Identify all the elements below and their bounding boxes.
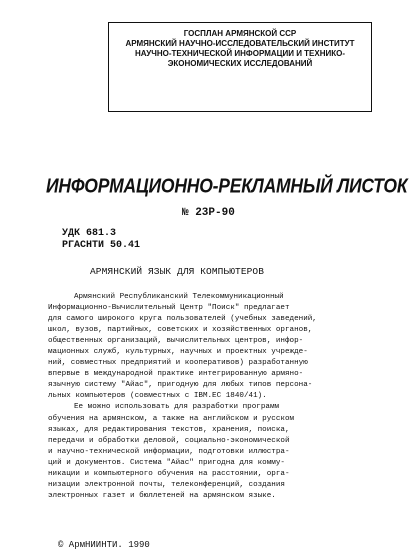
text-line: обучения на армянском, а также на английском и русском <box>48 414 295 423</box>
header-box <box>108 22 372 112</box>
text-line: Ее можно использовать для разработки программ <box>74 403 280 412</box>
text-line: и научно-технической информации, подготовки иллюстра- <box>48 447 290 456</box>
text-line: язычную систему "Айас", пригодную для любых типов персона- <box>48 381 313 390</box>
article-title: АРМЯНСКИЙ ЯЗЫК ДЛЯ КОМПЬЮТЕРОВ <box>90 266 265 277</box>
copyright-notice: © АрмНИИНТИ. 1990 <box>58 540 150 550</box>
grnti-code: РГАСНТИ 50.41 <box>62 240 141 251</box>
classification-codes <box>62 228 140 252</box>
text-line: электронных газет и бюллетеней на армянском языке. <box>48 491 276 500</box>
text-line: передачи и обработки деловой, социально-экономической <box>48 436 290 445</box>
text-line: языках, для редактирования текстов, хранения, поиска, <box>48 425 290 434</box>
text-line: ний, совместных предприятий и кооперативов) разработанную <box>48 359 308 368</box>
body-text <box>48 292 388 502</box>
text-line: низации электронной почты, телеконференций, создания <box>48 480 285 489</box>
text-line: Информационно-Вычислительный Центр "Поиск" предлагает <box>48 304 290 313</box>
text-line: никации и компьютерного обучения на расстоянии, орга- <box>48 469 290 478</box>
text-line: для самого широкого круга пользователей (учебных заведений, <box>48 315 317 324</box>
paragraph-2 <box>48 402 388 501</box>
text-line: впервые в международной практике интегрированную армяно- <box>48 370 304 379</box>
header-line-1: ГОСПЛАН АРМЯНСКОЙ ССР <box>183 29 297 38</box>
text-line: мационных служб, культурных, научных и проектных учрежде- <box>48 348 308 357</box>
text-line: Армянский Республиканский Телекоммуникационный <box>74 293 284 301</box>
header-line-4: ЭКОНОМИЧЕСКИХ ИССЛЕДОВАНИЙ <box>167 59 313 68</box>
text-line: школ, вузов, партийных, советских и хозяйственных органов, <box>48 326 313 335</box>
udk-code: УДК 681.3 <box>62 228 117 239</box>
text-line: льных компьютеров (совместных с IBM.EC 1840/41). <box>48 392 267 401</box>
leaflet-title: ИНФОРМАЦИОННО-РЕКЛАМНЫЙ ЛИСТОК <box>46 174 408 197</box>
header-line-3: НАУЧНО-ТЕХНИЧЕСКОЙ ИНФОРМАЦИИ И ТЕХНИКО- <box>134 49 346 58</box>
issue-number: № 23Р-90 <box>182 207 235 219</box>
header-line-2: АРМЯНСКИЙ НАУЧНО-ИССЛЕДОВАТЕЛЬСКИЙ ИНСТИТУТ <box>125 39 355 48</box>
text-line: ций и документов. Система "Айас" пригодна для комму- <box>48 458 285 467</box>
text-line: общественных организаций, вычислительных центров, инфор- <box>48 337 304 346</box>
paragraph-1 <box>48 292 388 402</box>
